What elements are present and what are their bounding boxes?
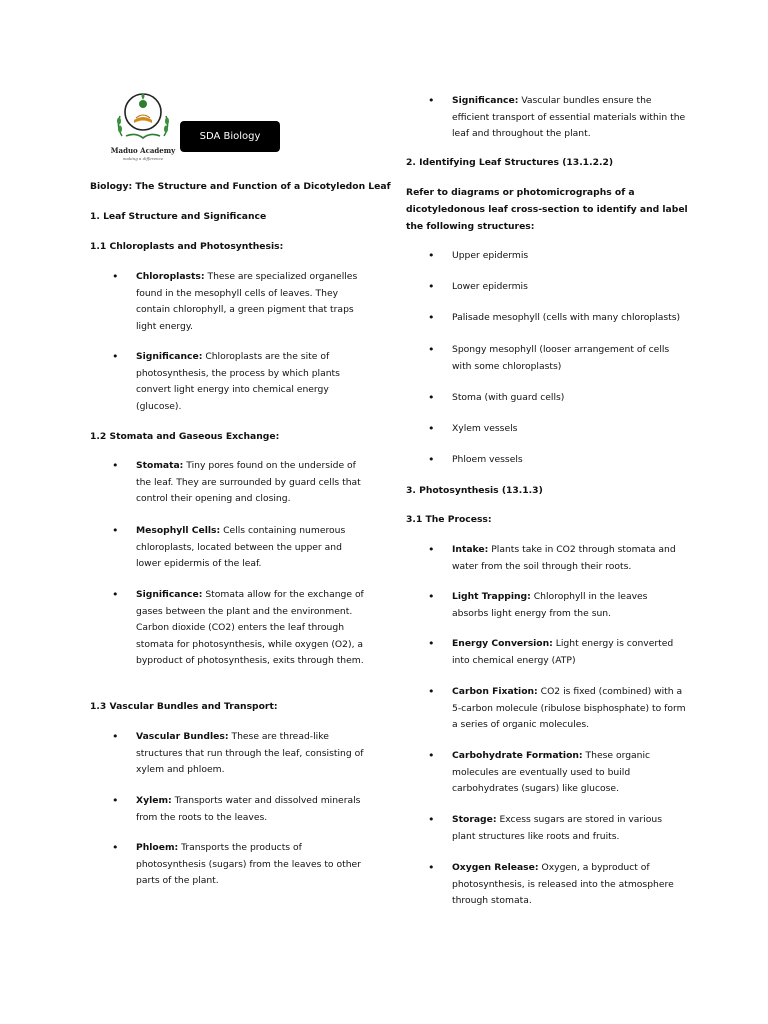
section-heading: 2. Identifying Leaf Structures (13.1.2.2) [406,157,614,168]
document-title: Biology: The Structure and Function of a Dicotyledon Leaf [90,181,391,192]
list-item [452,636,686,669]
list-item [136,587,366,670]
item-term: Carbon Fixation: [452,686,538,697]
item-text: These organic molecules are eventually used to build carbohydrates (sugars) like glucose. [452,750,651,794]
list-item [452,93,686,143]
list-item: • Xylem vessels [452,421,686,438]
list-item: • Palisade mesophyll (cells with many chloroplasts) [452,310,686,327]
list-item [136,458,366,508]
list-item: • Spongy mesophyll (looser arrangement of cells with some chloroplasts) [452,342,686,375]
item-term: Storage: [452,814,497,825]
item-term: Significance: [136,351,203,362]
list-item [136,840,366,890]
list-item [452,589,686,622]
list-item [452,748,686,798]
item-text: Light energy is converted into chemical energy (ATP) [452,638,674,666]
section-intro: Refer to diagrams or photomicrographs of a dicotyledonous leaf cross-section to identify and label the following structures: [406,187,688,232]
item-term: Energy Conversion: [452,638,553,649]
section-heading: 1. Leaf Structure and Significance [90,211,267,222]
item-text: Plants take in CO2 through stomata and water from the soil through their roots. [452,544,676,572]
item-text: Tiny pores found on the underside of the leaf. They are surrounded by guard cells that control their opening and closing. [136,460,361,504]
item-text: These are specialized organelles found in the mesophyll cells of leaves. They contain chlorophyll, a green pigment that traps light energy. [136,271,358,332]
list-item: • Phloem vessels [452,452,686,469]
item-term: Phloem: [136,842,179,853]
subsection-heading: 1.2 Stomata and Gaseous Exchange: [90,431,280,442]
item-term: Significance: [136,589,203,600]
logo-tagline: making a difference [122,156,164,161]
subsection-heading: 1.3 Vascular Bundles and Transport: [90,701,278,712]
list-item [136,349,366,415]
list-item [452,542,686,575]
item-term: Significance: [452,95,519,106]
item-text: Transports the products of photosynthesis (sugars) from the leaves to other parts of the plant. [136,842,361,886]
item-term: Xylem: [136,795,172,806]
list-item [136,269,366,335]
item-term: Chloroplasts: [136,271,205,282]
list-item: • Upper epidermis [452,248,686,265]
item-text: Excess sugars are stored in various plant structures like roots and fruits. [452,814,662,842]
logo-name: Maduo Academy [110,146,176,155]
course-badge: SDA Biology [180,121,280,152]
item-text: These are thread-like structures that run through the leaf, consisting of xylem and phloem. [136,731,364,775]
list-item [452,812,686,845]
item-term: Stomata: [136,460,184,471]
list-item [452,684,686,734]
item-text: Oxygen, a byproduct of photosynthesis, is released into the atmosphere through stomata. [452,862,674,906]
item-text: Chloroplasts are the site of photosynthesis, the process by which plants convert light energy into chemical energy (glucose). [136,351,340,412]
list-item [136,523,366,573]
list-item: • Lower epidermis [452,279,686,296]
item-term: Mesophyll Cells: [136,525,221,536]
list-item [136,793,366,826]
list-item: • Stoma (with guard cells) [452,390,686,407]
item-text: Stomata allow for the exchange of gases between the plant and the environment. Carbon dioxide (CO2) enters the leaf through stomata for photosynthesis, while oxygen (O2), a byproduct of photosynthesis, exits through them. [136,589,364,666]
item-text: Vascular bundles ensure the efficient transport of essential materials within the leaf and throughout the plant. [452,95,686,139]
list-item [136,729,366,779]
item-text: Transports water and dissolved minerals from the roots to the leaves. [136,795,361,823]
item-text: CO2 is fixed (combined) with a 5-carbon molecule (ribulose bisphosphate) to form a series of organic molecules. [452,686,686,730]
subsection-heading: 1.1 Chloroplasts and Photosynthesis: [90,241,284,252]
item-term: Light Trapping: [452,591,531,602]
section-heading: 3. Photosynthesis (13.1.3) [406,485,543,496]
item-term: Carbohydrate Formation: [452,750,583,761]
list-item [452,860,686,910]
item-term: Oxygen Release: [452,862,539,873]
subsection-heading: 3.1 The Process: [406,514,492,525]
item-text: Chlorophyll in the leaves absorbs light energy from the sun. [452,591,648,619]
item-term: Intake: [452,544,489,555]
item-text: Cells containing numerous chloroplasts, located between the upper and lower epidermis of the leaf. [136,525,346,569]
item-term: Vascular Bundles: [136,731,229,742]
